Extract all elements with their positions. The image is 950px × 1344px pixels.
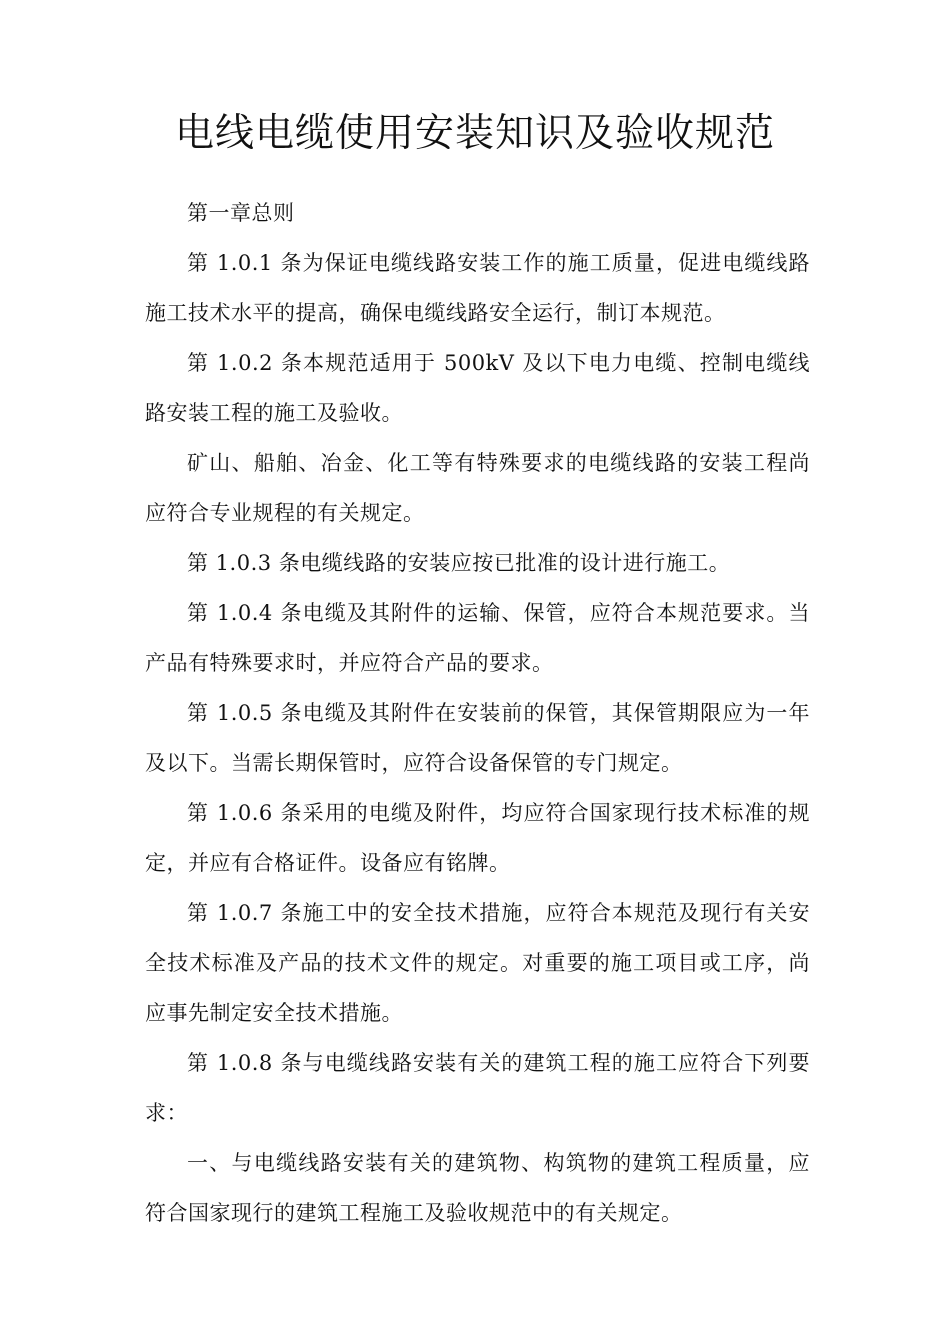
article-1-0-1: 第 1.0.1 条为保证电缆线路安装工作的施工质量，促进电缆线路施工技术水平的提高，确保电缆线路安全运行，制订本规范。	[145, 251, 810, 325]
requirement-item-1: 一、与电缆线路安装有关的建筑物、构筑物的建筑工程质量，应符合国家现行的建筑工程施工及验收规范中的有关规定。	[145, 1151, 810, 1225]
document-body	[145, 188, 810, 1238]
chapter-heading: 第一章总则	[187, 201, 295, 225]
article-1-0-6: 第 1.0.6 条采用的电缆及附件，均应符合国家现行技术标准的规定，并应有合格证件。设备应有铭牌。	[145, 801, 810, 875]
article-1-0-4: 第 1.0.4 条电缆及其附件的运输、保管，应符合本规范要求。当产品有特殊要求时，并应符合产品的要求。	[145, 601, 810, 675]
article-1-0-5: 第 1.0.5 条电缆及其附件在安装前的保管，其保管期限应为一年及以下。当需长期保管时，应符合设备保管的专门规定。	[145, 701, 810, 775]
document-title: 电线电缆使用安装知识及验收规范	[174, 111, 775, 156]
special-requirements-paragraph: 矿山、船舶、冶金、化工等有特殊要求的电缆线路的安装工程尚应符合专业规程的有关规定。	[145, 451, 810, 525]
article-1-0-3: 第 1.0.3 条电缆线路的安装应按已批准的设计进行施工。	[187, 551, 731, 575]
article-1-0-7: 第 1.0.7 条施工中的安全技术措施，应符合本规范及现行有关安全技术标准及产品的技术文件的规定。对重要的施工项目或工序，尚应事先制定安全技术措施。	[145, 901, 810, 1025]
article-1-0-2: 第 1.0.2 条本规范适用于 500kV 及以下电力电缆、控制电缆线路安装工程的施工及验收。	[145, 351, 810, 425]
article-1-0-8: 第 1.0.8 条与电缆线路安装有关的建筑工程的施工应符合下列要求：	[145, 1051, 810, 1125]
